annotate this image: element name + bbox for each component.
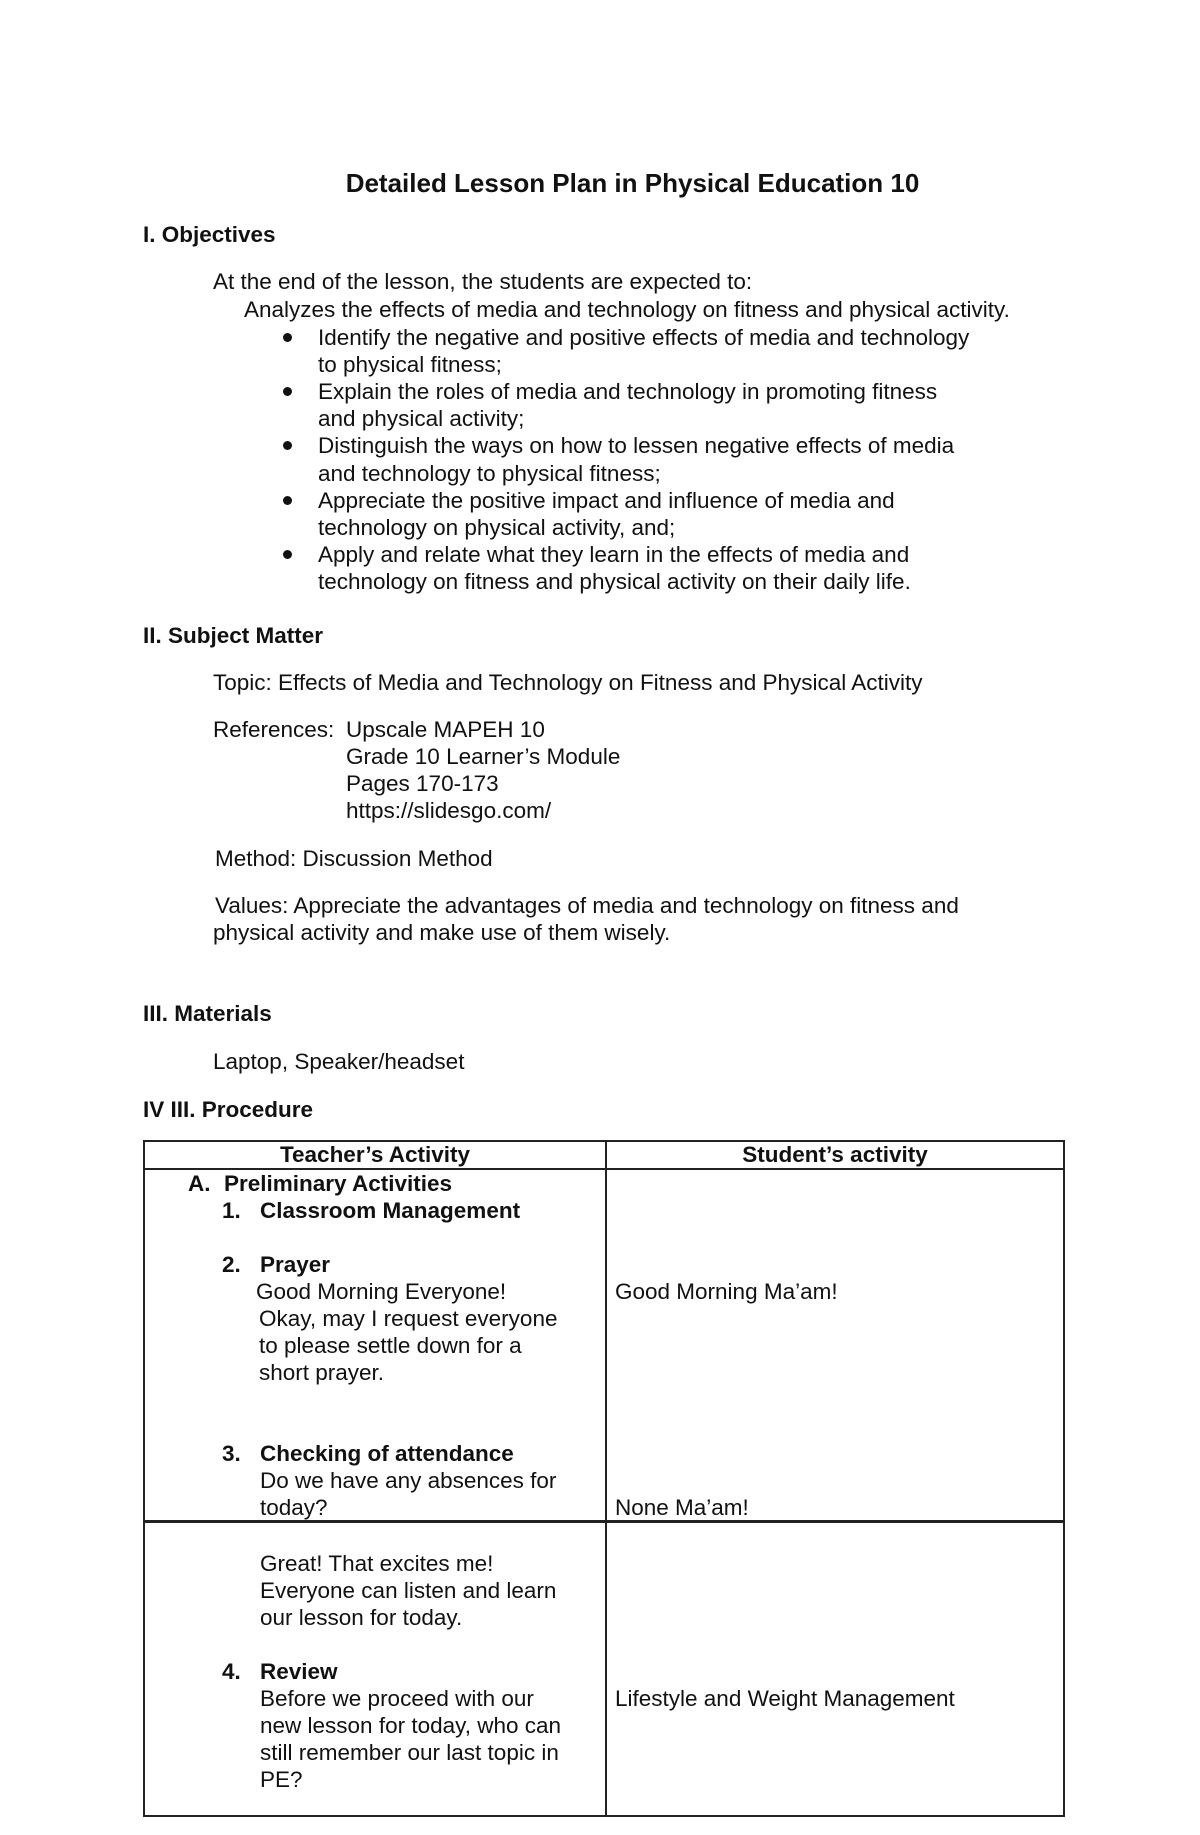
review-line-4: PE? <box>260 1767 303 1792</box>
topic: Topic: Effects of Media and Technology on Fitness and Physical Activity <box>213 670 923 695</box>
item-1-label: Classroom Management <box>260 1198 521 1223</box>
item-2-label: Prayer <box>260 1252 331 1277</box>
review-response: Lifestyle and Weight Management <box>615 1686 955 1711</box>
bullet-icon <box>283 550 292 559</box>
column-header-teacher: Teacher’s Activity <box>279 1142 471 1167</box>
item-3-label: Checking of attendance <box>260 1441 514 1466</box>
objective-item-5-line-2: technology on fitness and physical activity on their daily life. <box>318 569 911 594</box>
objectives-intro: At the end of the lesson, the students are expected to: <box>213 269 753 294</box>
objective-item-3-line-1: Distinguish the ways on how to lessen negative effects of media <box>318 433 955 458</box>
item-1-number: 1. <box>222 1198 241 1223</box>
objective-item-4-line-1: Appreciate the positive impact and influence of media and <box>318 488 895 513</box>
table-border-bottom <box>143 1815 1065 1817</box>
section-a-letter: A. <box>188 1171 211 1196</box>
bullet-icon <box>283 387 292 396</box>
subject-matter-heading: II. Subject Matter <box>143 623 324 648</box>
great-line-2: Everyone can listen and learn <box>260 1578 557 1603</box>
objective-item-1-line-1: Identify the negative and positive effects of media and technology <box>318 325 970 350</box>
objective-item-3-line-2: and technology to physical fitness; <box>318 461 661 486</box>
values-line-2: physical activity and make use of them wisely. <box>213 920 671 945</box>
item-3-number: 3. <box>222 1441 241 1466</box>
prayer-line-4: short prayer. <box>259 1360 385 1385</box>
table-border-left <box>143 1140 145 1817</box>
objective-item-2-line-1: Explain the roles of media and technology in promoting fitness <box>318 379 938 404</box>
attendance-response: None Ma’am! <box>615 1495 749 1520</box>
great-line-3: our lesson for today. <box>260 1605 463 1630</box>
bullet-icon <box>283 441 292 450</box>
references-label: References: <box>213 717 335 742</box>
item-4-number: 4. <box>222 1659 241 1684</box>
objectives-main: Analyzes the effects of media and technology on fitness and physical activity. <box>244 297 1010 322</box>
item-2-number: 2. <box>222 1252 241 1277</box>
materials-heading: III. Materials <box>143 1001 272 1026</box>
great-line-1: Great! That excites me! <box>260 1551 494 1576</box>
bullet-icon <box>283 333 292 342</box>
objective-item-4-line-2: technology on physical activity, and; <box>318 515 676 540</box>
prayer-line-3: to please settle down for a <box>259 1333 522 1358</box>
review-line-3: still remember our last topic in <box>260 1740 559 1765</box>
reference-3: Pages 170-173 <box>346 771 499 796</box>
objectives-heading: I. Objectives <box>143 222 276 247</box>
item-4-label: Review <box>260 1659 338 1684</box>
method: Method: Discussion Method <box>215 846 493 871</box>
reference-1: Upscale MAPEH 10 <box>346 717 545 742</box>
column-header-student: Student’s activity <box>742 1142 928 1167</box>
review-line-2: new lesson for today, who can <box>260 1713 562 1738</box>
procedure-heading: IV III. Procedure <box>143 1097 314 1122</box>
attendance-line-1: Do we have any absences for <box>260 1468 557 1493</box>
objective-item-1-line-2: to physical fitness; <box>318 352 502 377</box>
attendance-line-2: today? <box>260 1495 328 1520</box>
reference-2: Grade 10 Learner’s Module <box>346 744 621 769</box>
objective-item-2-line-2: and physical activity; <box>318 406 525 431</box>
section-a-label: Preliminary Activities <box>224 1171 453 1196</box>
table-column-divider <box>605 1140 607 1817</box>
page-title: Detailed Lesson Plan in Physical Education 10 <box>345 168 920 198</box>
bullet-icon <box>283 496 292 505</box>
materials-items: Laptop, Speaker/headset <box>213 1049 465 1074</box>
prayer-line-1: Good Morning Everyone! <box>256 1279 507 1304</box>
prayer-line-2: Okay, may I request everyone <box>259 1306 558 1331</box>
prayer-response: Good Morning Ma’am! <box>615 1279 838 1304</box>
reference-4: https://slidesgo.com/ <box>346 798 552 823</box>
table-border-right <box>1063 1140 1065 1817</box>
values-line-1: Values: Appreciate the advantages of media and technology on fitness and <box>215 893 959 918</box>
objective-item-5-line-1: Apply and relate what they learn in the effects of media and <box>318 542 910 567</box>
review-line-1: Before we proceed with our <box>260 1686 534 1711</box>
